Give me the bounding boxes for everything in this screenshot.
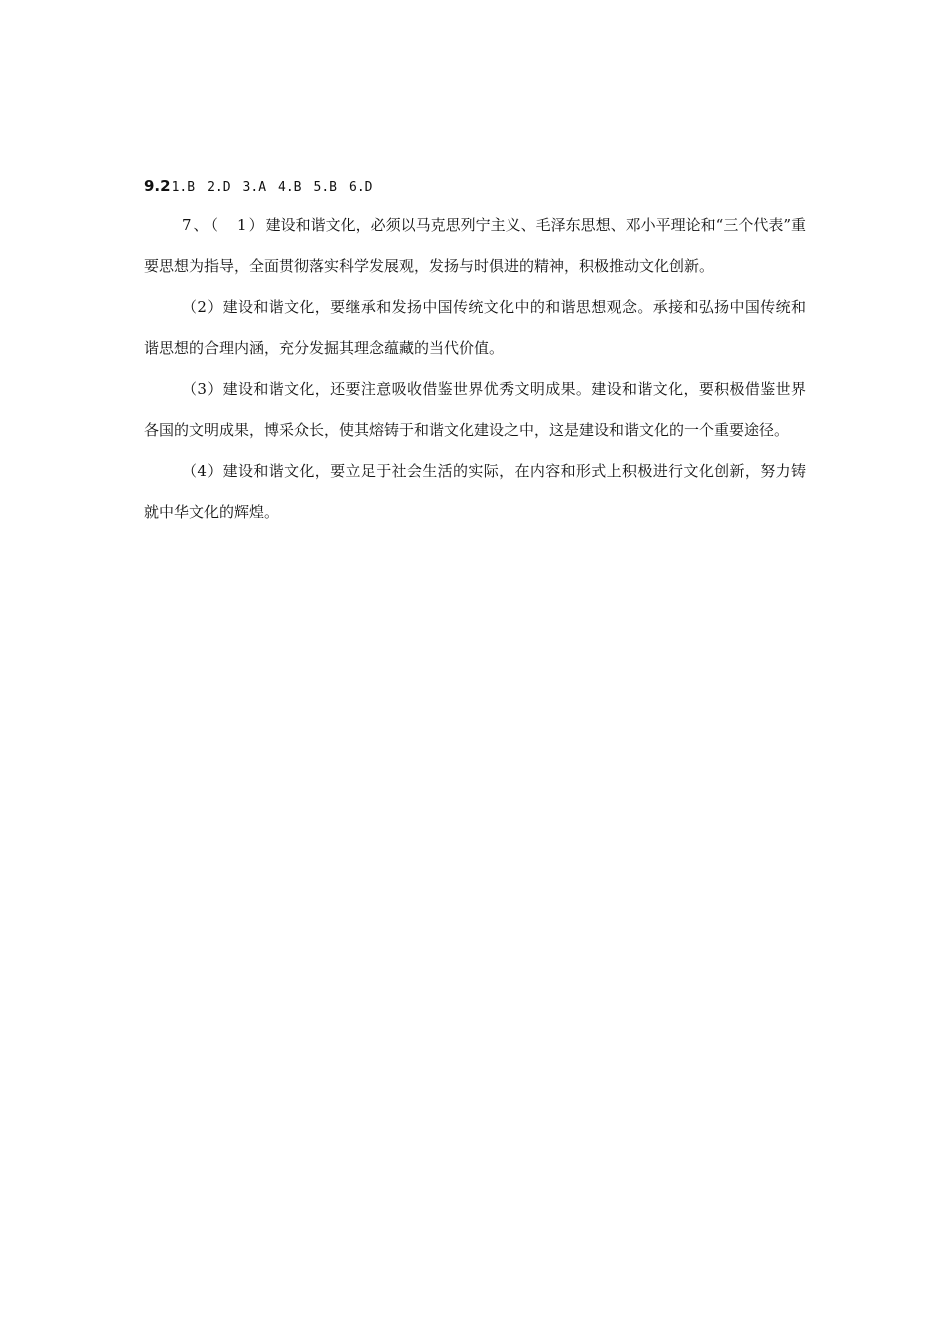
question-7-part-2: （2）建设和谐文化，要继承和发扬中国传统文化中的和谐思想观念。承接和弘扬中国传统和谐思想的合理内涵，充分发掘其理念蕴藏的当代价值。 bbox=[144, 298, 806, 357]
answer-6: 6.D bbox=[349, 180, 373, 195]
answer-4: 4.B bbox=[278, 180, 302, 195]
answer-1: 1.B bbox=[171, 180, 196, 195]
question-7-part-1-text: 建设和谐文化，必须以马克思列宁主义、毛泽东思想、邓小平理论和“三个代表”重要思想为指导，全面贯彻落实科学发展观，发扬与时俱进的精神，积极推动文化创新。 bbox=[144, 216, 807, 275]
question-7-part-1 bbox=[144, 205, 806, 287]
answer-2: 2.D bbox=[207, 180, 231, 195]
answer-5: 5.B bbox=[313, 180, 337, 195]
question-7-lead: 7、（ 1） bbox=[182, 216, 266, 234]
question-7-part-4: （4）建设和谐文化，要立足于社会生活的实际，在内容和形式上积极进行文化创新，努力铸就中华文化的辉煌。 bbox=[144, 462, 806, 521]
answer-key-line bbox=[144, 172, 806, 202]
question-7-part-3: （3）建设和谐文化，还要注意吸收借鉴世界优秀文明成果。建设和谐文化，要积极借鉴世界各国的文明成果，博采众长，使其熔铸于和谐文化建设之中，这是建设和谐文化的一个重要途径。 bbox=[144, 380, 806, 439]
section-number: 9.2 bbox=[144, 177, 171, 195]
document-page bbox=[144, 172, 806, 533]
answer-3: 3.A bbox=[242, 180, 267, 195]
